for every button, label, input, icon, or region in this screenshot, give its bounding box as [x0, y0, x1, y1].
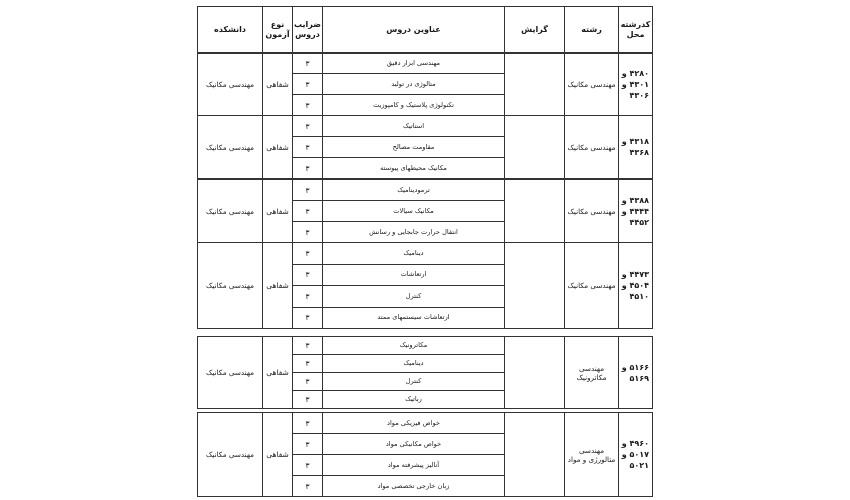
coefficient-cell: ۳ [293, 434, 323, 455]
coefficient-cell: ۳ [293, 413, 323, 434]
header-coefficient: ضرایب دروس [293, 7, 323, 54]
coefficient-cell: ۳ [293, 286, 323, 308]
coefficient-cell: ۳ [293, 201, 323, 222]
exam-type-cell: شفاهی [263, 180, 293, 243]
coefficient-cell: ۳ [293, 455, 323, 476]
faculty-cell: مهندسی مکانیک [198, 116, 263, 179]
course-cell: تکنولوژی پلاستیک و کامپوزیت [323, 95, 505, 116]
table-row [198, 413, 653, 434]
coefficient-cell: ۳ [293, 158, 323, 179]
faculty-cell: مهندسی مکانیک [198, 180, 263, 243]
group-table [197, 52, 653, 116]
table-row [198, 53, 653, 74]
header-faculty: دانشکده [198, 7, 263, 54]
header-exam-type: نوع آزمون [263, 7, 293, 54]
coefficient-cell: ۳ [293, 337, 323, 355]
course-cell: مهندسی ابزار دقیق [323, 53, 505, 74]
exam-type-cell: شفاهی [263, 337, 293, 409]
coefficient-cell: ۳ [293, 373, 323, 391]
coefficient-cell: ۳ [293, 243, 323, 265]
major-cell: مهندسی مکانیک [565, 53, 619, 116]
major-cell: مهندسی مکانیک [565, 243, 619, 329]
code-cell: ۴۴۷۳ و ۴۵۰۴ و ۴۵۱۰ [619, 243, 653, 329]
group-table [197, 179, 653, 243]
course-cell: دینامیک [323, 243, 505, 265]
code-cell: ۴۹۶۰ و ۵۰۱۷ و ۵۰۲۱ [619, 413, 653, 497]
code-cell: ۴۲۸۰ و ۴۳۰۱ و ۴۳۰۶ [619, 53, 653, 116]
course-cell: مکاترونیک [323, 337, 505, 355]
coefficient-cell: ۳ [293, 53, 323, 74]
orientation-cell [505, 413, 565, 497]
group-table [197, 242, 653, 329]
header-row [198, 7, 653, 54]
course-cell: رباتیک [323, 391, 505, 409]
orientation-cell [505, 243, 565, 329]
group-table [197, 336, 653, 409]
major-cell: مهندسی مکانیک [565, 116, 619, 179]
course-cell: ارتعاشات [323, 264, 505, 286]
coefficient-cell: ۳ [293, 355, 323, 373]
coefficient-cell: ۳ [293, 180, 323, 201]
coefficient-cell: ۳ [293, 264, 323, 286]
coefficient-cell: ۳ [293, 391, 323, 409]
orientation-cell [505, 116, 565, 179]
header-major: رشته [565, 7, 619, 54]
course-cell: دینامیک [323, 355, 505, 373]
exam-type-cell: شفاهی [263, 116, 293, 179]
coefficient-cell: ۳ [293, 222, 323, 243]
faculty-cell: مهندسی مکانیک [198, 243, 263, 329]
course-cell: مقاومت مصالح [323, 137, 505, 158]
group-table [197, 115, 653, 179]
faculty-cell: مهندسی مکانیک [198, 53, 263, 116]
orientation-cell [505, 53, 565, 116]
course-cell: متالوژی در تولید [323, 74, 505, 95]
table-row [198, 180, 653, 201]
orientation-cell [505, 337, 565, 409]
course-cell: استاتیک [323, 116, 505, 137]
coefficient-cell: ۳ [293, 116, 323, 137]
header-courses: عناوین دروس [323, 7, 505, 54]
coefficient-cell: ۳ [293, 476, 323, 497]
header-code: کدرشته محل [619, 7, 653, 54]
major-cell: مهندسی مکانیک [565, 180, 619, 243]
header-table [197, 6, 653, 54]
table-row [198, 337, 653, 355]
code-cell: ۴۳۸۸ و ۴۴۴۴ و ۴۴۵۲ [619, 180, 653, 243]
header-orientation: گرایش [505, 7, 565, 54]
coefficient-cell: ۳ [293, 74, 323, 95]
coefficient-cell: ۳ [293, 95, 323, 116]
code-cell: ۵۱۶۶ و ۵۱۶۹ [619, 337, 653, 409]
faculty-cell: مهندسی مکانیک [198, 337, 263, 409]
table-row [198, 243, 653, 265]
course-cell: ترمودینامیک [323, 180, 505, 201]
major-cell: مهندسی مکاترونیک [565, 337, 619, 409]
major-cell: مهندسی متالورژی و مواد [565, 413, 619, 497]
coefficient-cell: ۳ [293, 137, 323, 158]
coefficient-cell: ۳ [293, 307, 323, 329]
table-row [198, 116, 653, 137]
faculty-cell: مهندسی مکانیک [198, 413, 263, 497]
course-cell: ارتعاشات سیستمهای ممتد [323, 307, 505, 329]
code-cell: ۴۳۱۸ و ۴۳۶۸ [619, 116, 653, 179]
course-cell: کنترل [323, 286, 505, 308]
course-cell: کنترل [323, 373, 505, 391]
course-cell: مکانیک سیالات [323, 201, 505, 222]
exam-type-cell: شفاهی [263, 53, 293, 116]
course-cell: انتقال حرارت جابجایی و رسانش [323, 222, 505, 243]
course-cell: زبان خارجی تخصصی مواد [323, 476, 505, 497]
orientation-cell [505, 180, 565, 243]
exam-type-cell: شفاهی [263, 413, 293, 497]
course-cell: مکانیک محیطهای پیوسته [323, 158, 505, 179]
group-table [197, 412, 653, 497]
course-cell: خواص فیزیکی مواد [323, 413, 505, 434]
course-table-page [197, 6, 652, 500]
exam-type-cell: شفاهی [263, 243, 293, 329]
course-cell: آنالیز پیشرفته مواد [323, 455, 505, 476]
course-cell: خواص مکانیکی مواد [323, 434, 505, 455]
